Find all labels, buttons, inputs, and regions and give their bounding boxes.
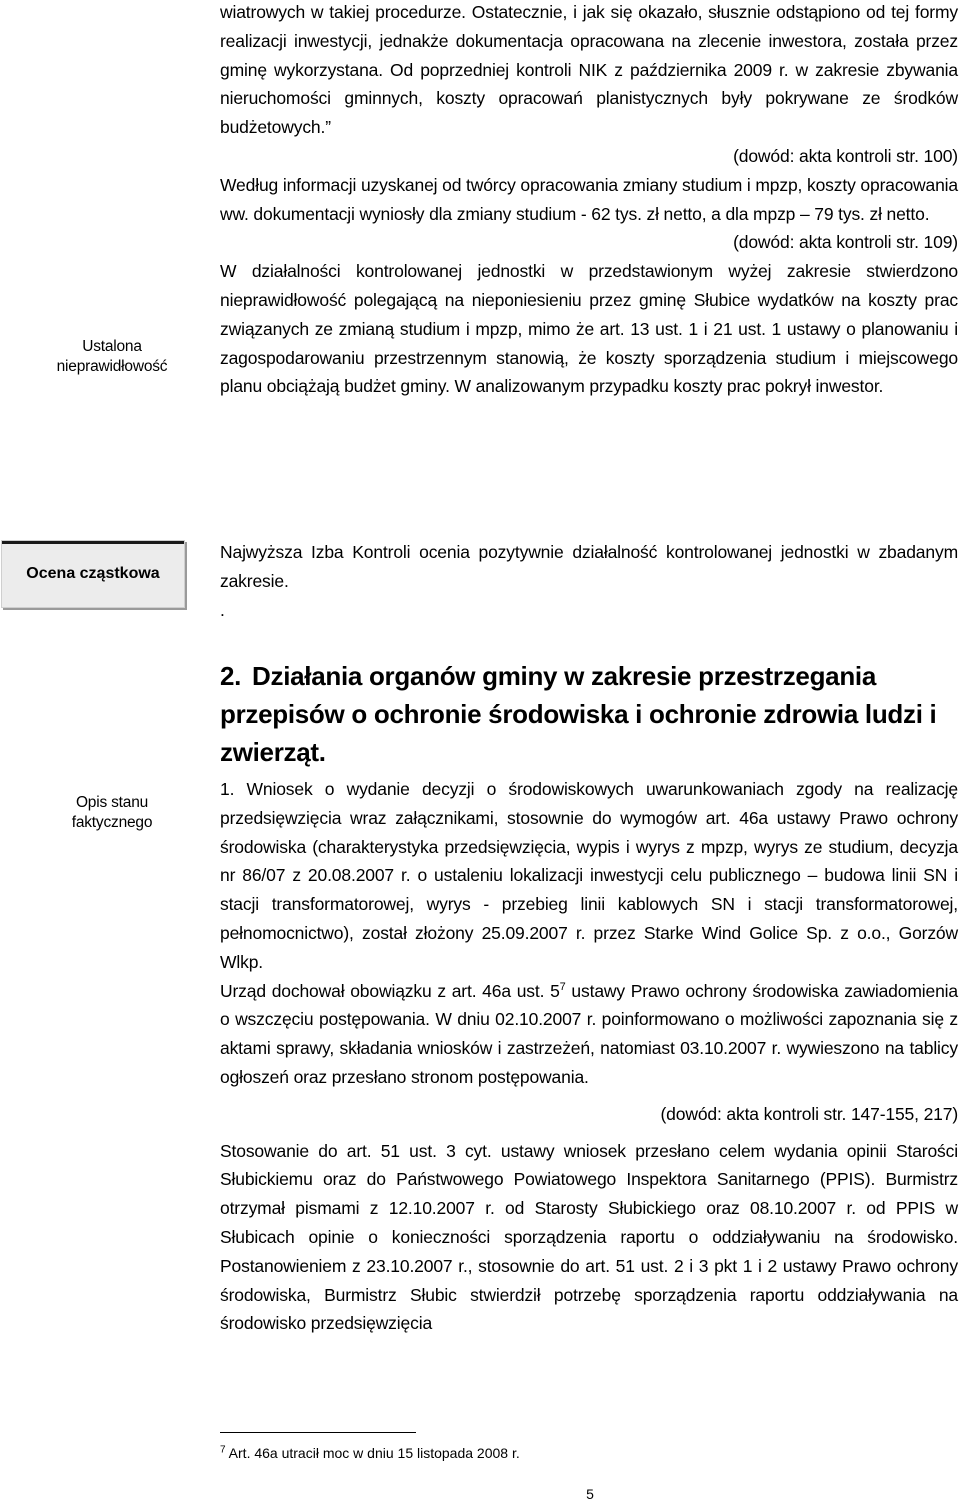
footnote-7: $^7$ Art. 46a utracił moc w dniu 15 listopada 2008 r. [220,1444,520,1461]
paragraph-costs: Według informacji uzyskanej od twórcy opracowania zmiany studium i mpzp, koszty opracowania ww. dokumentacji wyniosły dla zmiany studium - 62 tys. zł netto, a dla mpzp – 79 tys. zł netto. [220,174,958,224]
page-number: 5 [586,1486,594,1502]
footnote-ref-7: 7 [559,980,566,993]
partial-assessment-box [1,540,185,608]
paragraph-irregularity: W działalności kontrolowanej jednostki w przedstawionym wyżej zakresie stwierdzono nieprawidłowość polegającą na nieponiesieniu przez gminę Słubice wydatków na koszty prac związanych ze zmianą studium i mpzp, mimo że art. 13 ust. 1 i 21 ust. 1 ustawy o planowaniu i zagospodarowaniu przestrzennym stanowią, że koszty sporządzenia studium i miejscowego planu obciążają budżet gminy. W analizowanym przypadku koszty prac pokrył inwestor. [220,261,958,397]
evidence-ref-100: (dowód: akta kontroli str. 100) [733,145,958,166]
partial-assessment-label: Ocena cząstkowa [26,565,160,582]
irregularity-label: Ustalona nieprawidłowość [56,338,168,375]
section-number: 2. [220,661,242,691]
paragraph-opinions: Stosowanie do art. 51 ust. 3 cyt. ustawy wniosek przesłano celem wydania opinii Starości Słubickiemu oraz do Państwowego Powiatowego Inspektora Sanitarnego (PPIS). Burmistrz otrzymał pismami z 12.10.2007 r. od Starosty Słubickiego oraz 08.10.2007 r. od PPIS w Słubicach opinie o konieczności sporządzenia raportu o oddziaływaniu na środowisko. Postanowieniem z 23.10.2007 r., stosownie do art. 51 ust. 2 i 3 pkt 1 i 2 ustawy Prawo ochrony środowiska, Burmistrz Słubic stwierdził potrzebę sporządzenia raportu oddziaływania na środowisko przedsięwzięcia [220,1140,958,1334]
facts-label: Opis stanu faktycznego [71,794,153,831]
assessment-block [220,538,958,624]
footnote-separator [220,1432,416,1433]
paragraph-notification: Urząd dochował obowiązku z art. 46a ust. $5^7$ ustawy Prawo ochrony środowiska zawiadomienia o wszczęciu postępowania. W dniu 02.10.2007 r. poinformowano o możliwości zapoznania się z aktami sprawy, składania wniosków i zastrzeżeń, natomiast 03.10.2007 r. wywieszono na tablicy ogłoszeń oraz przesłano stronom postępowania. [220,980,958,1087]
top-text-block [220,0,958,401]
assessment-dot: . [220,599,225,620]
paragraph-procedure: wiatrowych w takiej procedurze. Ostatecznie, i jak się okazało, słusznie odstąpiono od tej formy realizacji inwestycji, jednakże dokumentacja opracowana na zlecenie inwestora, została przez gminę wykorzystana. Od poprzedniej kontroli NIK z października 2009 r. w zakresie zbywania nieruchomości gminnych, koszty opracowań planistycznych były pokrywane ze środków budżetowych.” [220,2,958,138]
paragraph-application: 1. Wniosek o wydanie decyzji o środowiskowych uwarunkowaniach zgody na realizację przedsięwzięcia wraz załącznikami, stosownie do wymogów art. 46a ustawy Prawo ochrony środowiska (charakterystyka przedsięwzięcia, wypis i wyrys z mpzp, wyrys ze studium, decyzja nr 86/07 z 20.08.2007 r. o ustaleniu lokalizacji inwestycji celu publicznego – budowa linii SN i stacji transformatorowej, wyrys - przebieg linii kablowych SN i stacji transformatorowej, pełnomocnictwo), został złożony 25.09.2007 r. przez Starke Wind Golice Sp. z o.o., Gorzów Wlkp. [220,779,958,972]
evidence-ref-109: (dowód: akta kontroli str. 109) [733,232,958,253]
assessment-text: Najwyższa Izba Kontroli ocenia pozytywnie działalność kontrolowanej jednostki w zbadanym zakresie. [220,542,958,591]
facts-block [220,775,958,1338]
section-title: Działania organów gminy w zakresie przestrzegania przepisów o ochronie środowiska i ochronie zdrowia ludzi i zwierząt. [220,661,937,767]
evidence-ref-147: (dowód: akta kontroli str. 147-155, 217) [660,1103,958,1124]
section-heading [220,657,960,771]
